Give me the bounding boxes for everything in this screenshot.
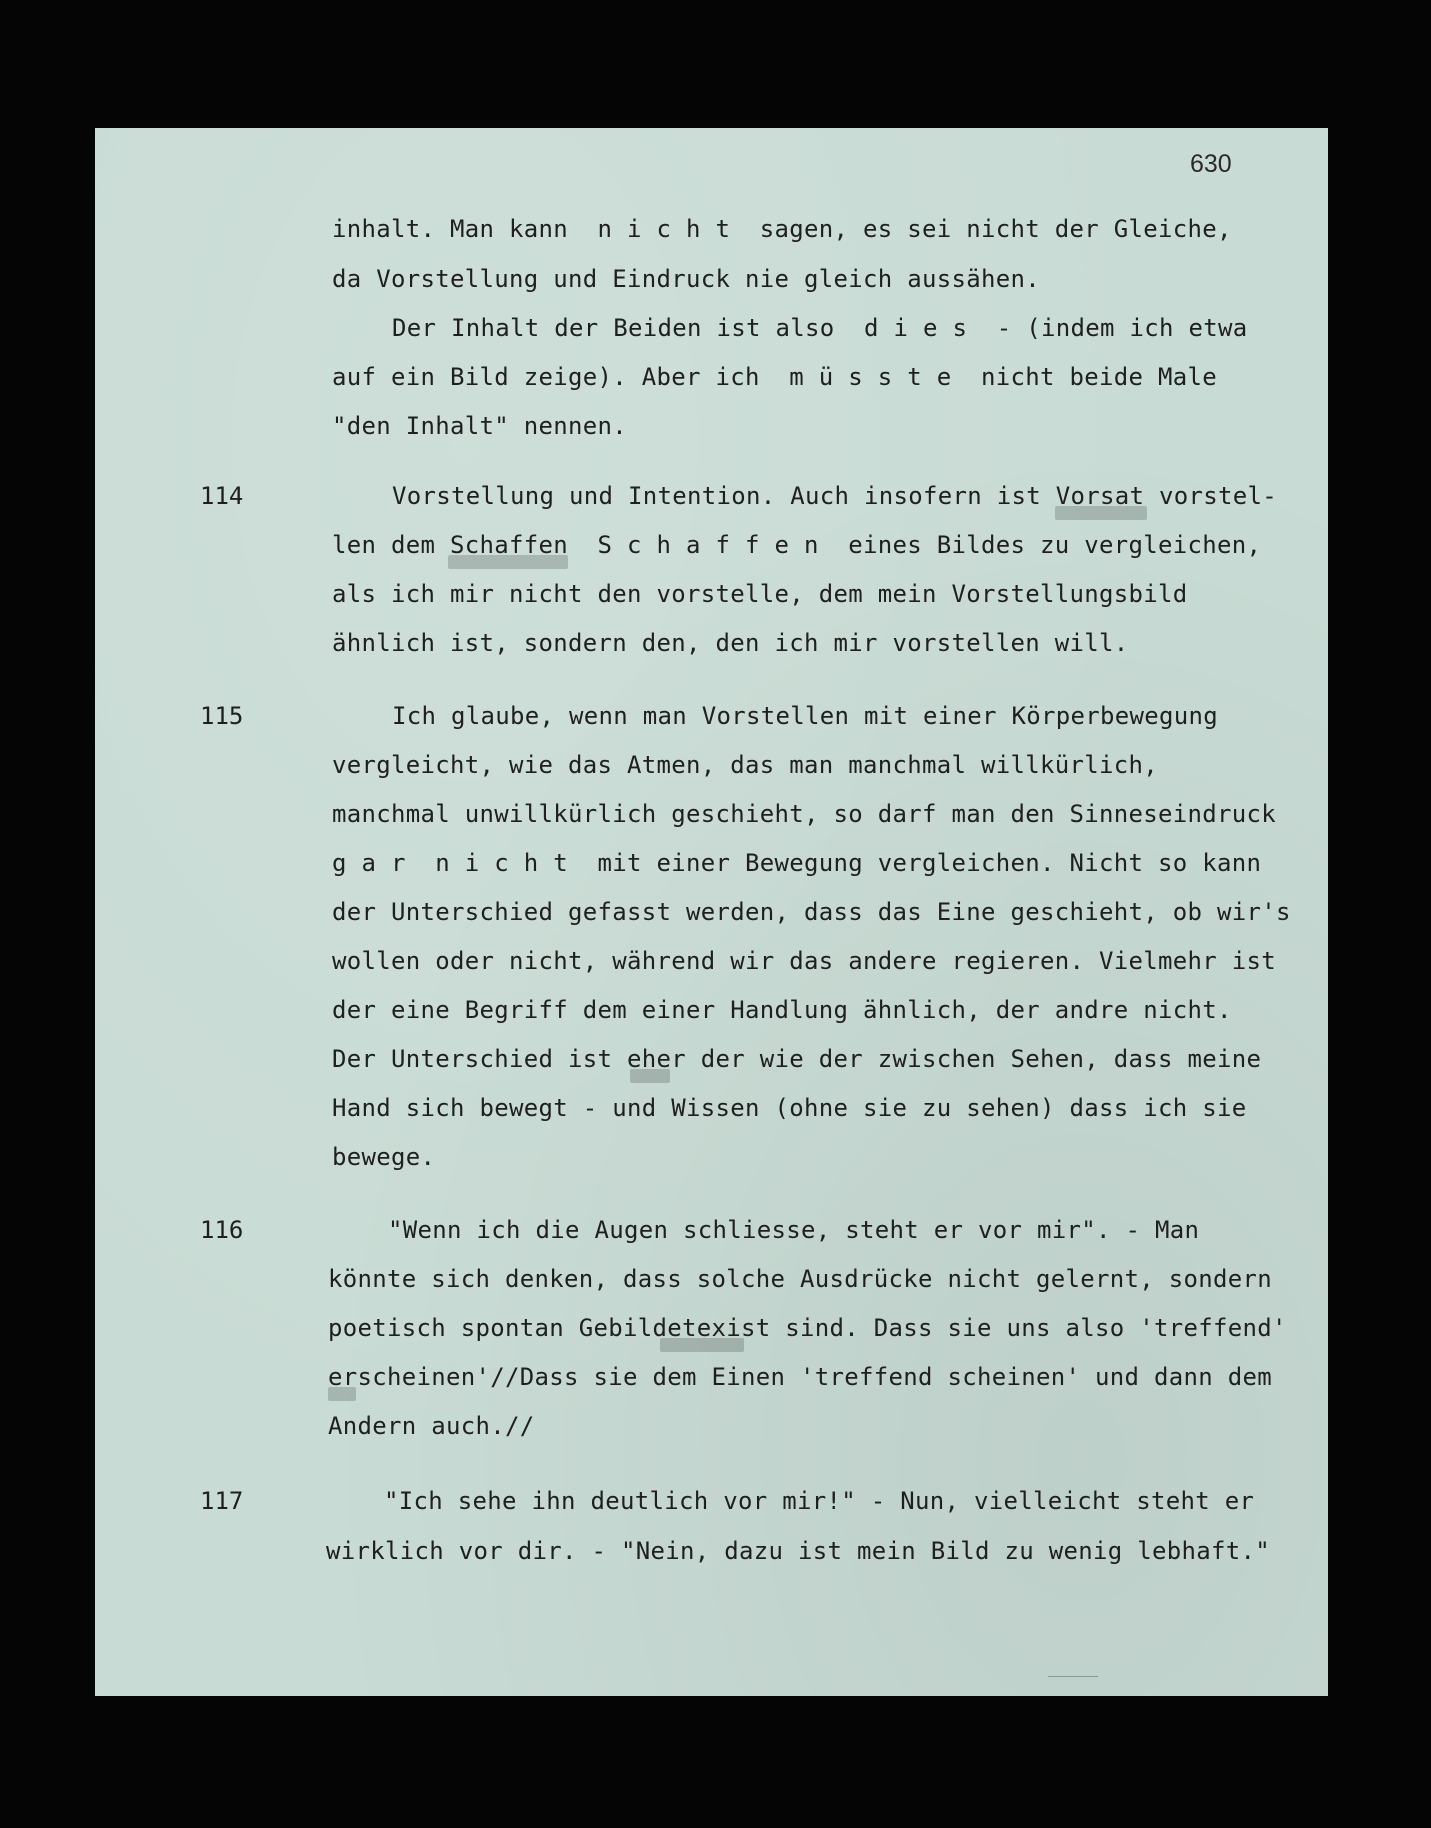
text-line: der Unterschied gefasst werden, dass das Eine geschieht, ob wir's: [332, 898, 1291, 926]
text-line: g a r n i c h t mit einer Bewegung vergleichen. Nicht so kann: [332, 849, 1262, 877]
text-line: erscheinen'//Dass sie dem Einen 'treffend scheinen' und dann dem: [328, 1363, 1272, 1391]
text-line: Hand sich bewegt - und Wissen (ohne sie zu sehen) dass ich sie: [332, 1094, 1247, 1122]
remark-number: 117: [200, 1487, 244, 1515]
remark-number: 115: [200, 702, 244, 730]
correction-mark: [448, 555, 568, 569]
text-line: vergleicht, wie das Atmen, das man manchmal willkürlich,: [332, 751, 1158, 779]
text-line: inhalt. Man kann n i c h t sagen, es sei nicht der Gleiche,: [332, 215, 1232, 243]
text-line: manchmal unwillkürlich geschieht, so darf man den Sinneseindruck: [332, 800, 1276, 828]
correction-mark: [328, 1387, 356, 1401]
text-line: da Vorstellung und Eindruck nie gleich aussähen.: [332, 265, 1040, 293]
text-line: bewege.: [332, 1143, 436, 1171]
remark-number: 116: [200, 1216, 244, 1244]
remark-number: 114: [200, 482, 244, 510]
text-line: ähnlich ist, sondern den, den ich mir vorstellen will.: [332, 629, 1129, 657]
correction-mark: [1055, 506, 1147, 520]
correction-mark: [660, 1338, 744, 1352]
text-line: könnte sich denken, dass solche Ausdrücke nicht gelernt, sondern: [328, 1265, 1272, 1293]
text-line: der eine Begriff dem einer Handlung ähnlich, der andre nicht.: [332, 996, 1232, 1024]
text-line: "Wenn ich die Augen schliesse, steht er vor mir". - Man: [388, 1216, 1200, 1244]
correction-mark: [630, 1069, 670, 1083]
text-line: wirklich vor dir. - "Nein, dazu ist mein Bild zu wenig lebhaft.": [326, 1537, 1270, 1565]
text-line: Der Unterschied ist eher der wie der zwischen Sehen, dass meine: [332, 1045, 1262, 1073]
text-line: Andern auch.//: [328, 1412, 535, 1440]
text-line: Vorstellung und Intention. Auch insofern ist Vorsat vorstel-: [392, 482, 1277, 510]
text-line: Der Inhalt der Beiden ist also d i e s - (indem ich etwa: [392, 314, 1248, 342]
text-line: len dem Schaffen S c h a f f e n eines Bildes zu vergleichen,: [332, 531, 1262, 559]
text-line: auf ein Bild zeige). Aber ich m ü s s t e nicht beide Male: [332, 363, 1217, 391]
text-line: poetisch spontan Gebildetexist sind. Dass sie uns also 'treffend': [328, 1314, 1287, 1342]
text-line: als ich mir nicht den vorstelle, dem mein Vorstellungsbild: [332, 580, 1188, 608]
text-line: wollen oder nicht, während wir das andere regieren. Vielmehr ist: [332, 947, 1276, 975]
pencil-mark: [1048, 1676, 1098, 1677]
text-line: Ich glaube, wenn man Vorstellen mit einer Körperbewegung: [392, 702, 1218, 730]
text-line: "Ich sehe ihn deutlich vor mir!" - Nun, vielleicht steht er: [384, 1487, 1255, 1515]
page-number: 630: [1190, 150, 1232, 178]
text-line: "den Inhalt" nennen.: [332, 412, 627, 440]
